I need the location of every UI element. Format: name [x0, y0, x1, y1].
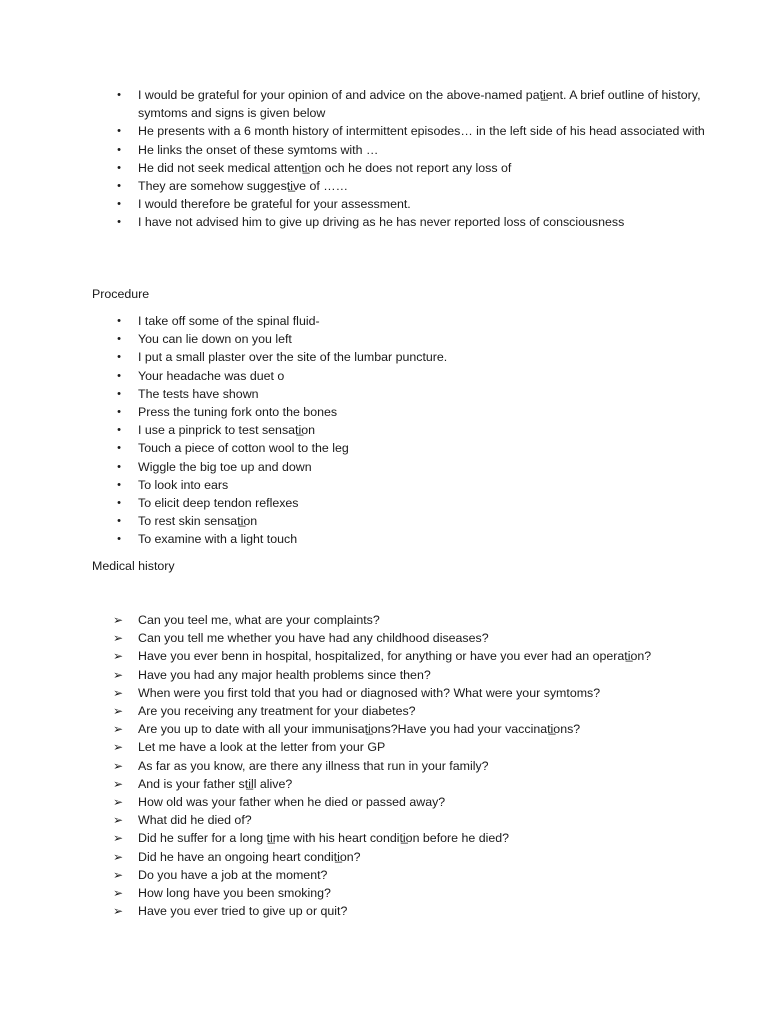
bullet-icon: • — [117, 333, 121, 346]
list-item-text: Can you tell me whether you have had any childhood diseases? — [138, 631, 489, 646]
list-item-text: Did he suffer for a long ti̲me with his heart conditi̲on before he died? — [138, 831, 510, 846]
list-item-text: What did he died of? — [138, 813, 252, 828]
list-item — [0, 666, 768, 684]
list-item — [0, 902, 768, 920]
list-item-text: To look into ears — [138, 477, 229, 492]
bullet-icon: • — [117, 515, 121, 528]
list-item-text: And is your father sti̲ll alive? — [138, 776, 293, 791]
bullet-icon: • — [117, 424, 121, 437]
list-item — [0, 684, 768, 702]
list-item-text: I put a small plaster over the site of the lumbar puncture. — [138, 350, 448, 365]
list-item-text: Did he have an ongoing heart conditi̲on? — [138, 849, 361, 864]
list-item-text: Touch a piece of cotton wool to the leg — [138, 441, 349, 456]
list-item-text: Do you have a job at the moment? — [138, 867, 328, 882]
medical-history-heading: Medical history — [92, 559, 175, 573]
list-item — [0, 530, 768, 548]
arrow-bullet-icon: ➢ — [112, 758, 124, 773]
list-item-text: He did not seek medical attenti̲on och he does not report any loss of — [138, 160, 512, 175]
arrow-bullet-icon: ➢ — [112, 704, 124, 719]
arrow-bullet-icon: ➢ — [112, 613, 124, 627]
list-item-text: You can lie down on you left — [138, 332, 292, 347]
list-item — [0, 848, 768, 866]
list-item — [0, 884, 768, 902]
list-item-text: Are you up to date with all your immunisati̲ons?Have you had your vaccinati̲ons? — [138, 722, 581, 737]
arrow-bullet-icon: ➢ — [112, 867, 124, 882]
bullet-icon: • — [117, 180, 121, 193]
list-item — [0, 367, 768, 385]
list-item-text: Press the tuning fork onto the bones — [138, 405, 338, 420]
list-item — [0, 86, 768, 122]
procedure-bullet-list — [0, 312, 768, 549]
list-item — [0, 141, 768, 159]
list-item-text: To examine with a light touch — [138, 532, 298, 547]
list-item — [0, 829, 768, 847]
list-item — [0, 439, 768, 457]
list-item — [0, 793, 768, 811]
arrow-bullet-icon: ➢ — [112, 667, 124, 682]
list-item — [0, 811, 768, 829]
list-item — [0, 195, 768, 213]
bullet-icon: • — [117, 198, 121, 211]
list-item — [0, 866, 768, 884]
bullet-icon: • — [117, 533, 121, 546]
list-item-text: As far as you know, are there any illness that run in your family? — [138, 758, 489, 773]
arrow-bullet-icon: ➢ — [112, 631, 124, 646]
list-item-text: To elicit deep tendon reflexes — [138, 496, 299, 511]
bullet-icon: • — [117, 315, 121, 327]
list-item — [0, 775, 768, 793]
list-item-text: The tests have shown — [138, 386, 259, 401]
arrow-bullet-icon: ➢ — [112, 722, 124, 737]
list-item — [0, 720, 768, 738]
list-item-text: They are somehow suggesti̲ve of …… — [138, 179, 349, 194]
arrow-bullet-icon: ➢ — [112, 831, 124, 846]
list-item-text: I would be grateful for your opinion of and advice on the above-named pati̲ent. A brief outline of history, symtoms and signs is given below — [138, 88, 701, 121]
list-item-text: When were you first told that you had or diagnosed with? What were your symtoms? — [138, 685, 601, 700]
arrow-bullet-icon: ➢ — [112, 649, 124, 664]
list-item-text: How long have you been smoking? — [138, 886, 331, 901]
arrow-bullet-icon: ➢ — [112, 904, 124, 919]
list-item — [0, 611, 768, 629]
list-item — [0, 702, 768, 720]
procedure-heading: Procedure — [92, 287, 150, 301]
arrow-bullet-icon: ➢ — [112, 776, 124, 791]
list-item-text: I have not advised him to give up driving as he has never reported loss of consciousness — [138, 215, 625, 230]
list-item — [0, 403, 768, 421]
bullet-icon: • — [117, 216, 121, 229]
list-item — [0, 177, 768, 195]
list-item — [0, 512, 768, 530]
list-item — [0, 494, 768, 512]
list-item-text: Are you receiving any treatment for your diabetes? — [138, 704, 416, 719]
list-item — [0, 647, 768, 665]
list-item-text: How old was your father when he died or passed away? — [138, 795, 446, 810]
list-item-text: To rest skin sensati̲on — [138, 514, 258, 529]
list-item — [0, 385, 768, 403]
list-item-text: He links the onset of these symtoms with … — [138, 142, 379, 157]
bullet-icon: • — [117, 125, 121, 138]
list-item — [0, 458, 768, 476]
list-item-text: Your headache was duet o — [138, 368, 285, 383]
list-item-text: I would therefore be grateful for your assessment. — [138, 197, 411, 212]
list-item-text: Have you ever benn in hospital, hospitalized, for anything or have you ever had an operati̲on? — [138, 649, 652, 664]
bullet-icon: • — [117, 478, 121, 491]
bullet-icon: • — [117, 406, 121, 419]
arrow-bullet-icon: ➢ — [112, 813, 124, 828]
bullet-icon: • — [117, 369, 121, 382]
list-item — [0, 348, 768, 366]
list-item — [0, 213, 768, 231]
bullet-icon: • — [117, 387, 121, 400]
bullet-icon: • — [117, 460, 121, 473]
medical-history-list — [0, 611, 768, 920]
bullet-icon: • — [117, 351, 121, 364]
list-item — [0, 159, 768, 177]
arrow-bullet-icon: ➢ — [112, 685, 124, 700]
list-item — [0, 629, 768, 647]
list-item-text: I take off some of the spinal fluid- — [138, 314, 320, 328]
intro-bullet-list — [0, 86, 768, 232]
bullet-icon: • — [117, 442, 121, 455]
list-item — [0, 122, 768, 140]
arrow-bullet-icon: ➢ — [112, 740, 124, 755]
bullet-icon: • — [117, 89, 121, 101]
arrow-bullet-icon: ➢ — [112, 849, 124, 864]
list-item — [0, 738, 768, 756]
list-item-text: Have you ever tried to give up or quit? — [138, 904, 348, 919]
arrow-bullet-icon: ➢ — [112, 886, 124, 901]
list-item — [0, 330, 768, 348]
list-item-text: I use a pinprick to test sensati̲on — [138, 423, 316, 438]
list-item — [0, 421, 768, 439]
list-item — [0, 312, 768, 330]
list-item-text: Can you teel me, what are your complaints? — [138, 613, 380, 627]
bullet-icon: • — [117, 497, 121, 510]
bullet-icon: • — [117, 161, 121, 174]
list-item-text: Wiggle the big toe up and down — [138, 459, 312, 474]
list-item — [0, 476, 768, 494]
bullet-icon: • — [117, 143, 121, 156]
list-item — [0, 757, 768, 775]
arrow-bullet-icon: ➢ — [112, 795, 124, 810]
list-item-text: Have you had any major health problems since then? — [138, 667, 431, 682]
list-item-text: Let me have a look at the letter from your GP — [138, 740, 386, 755]
list-item-text: He presents with a 6 month history of intermittent episodes… in the left side of his head associated with — [138, 124, 705, 139]
